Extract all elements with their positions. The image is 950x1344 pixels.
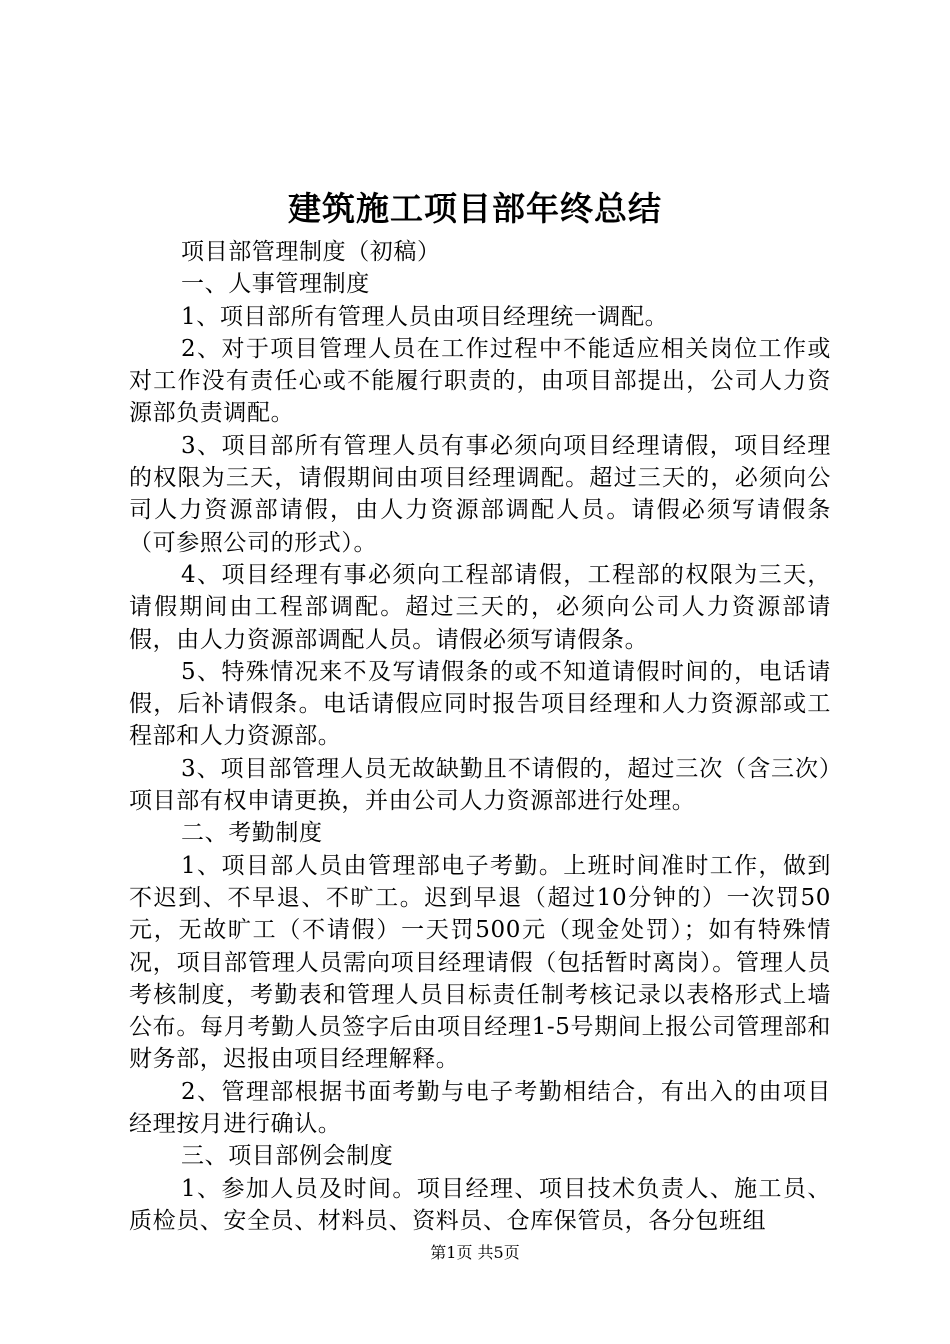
paragraph: 3、项目部管理人员无故缺勤且不请假的，超过三次（含三次）项目部有权申请更换，并由公司人力资源部进行处理。 bbox=[129, 755, 831, 815]
document-body bbox=[129, 236, 831, 1237]
paragraph: 1、参加人员及时间。项目经理、项目技术负责人、施工员、质检员、安全员、材料员、资料员、仓库保管员，各分包班组 bbox=[129, 1175, 831, 1234]
paragraph: 项目部管理制度（初稿） bbox=[181, 239, 441, 265]
document-title: 建筑施工项目部年终总结 bbox=[288, 189, 662, 228]
section-heading: 三、项目部例会制度 bbox=[181, 1143, 394, 1170]
paragraph: 3、项目部所有管理人员有事必须向项目经理请假，项目经理的权限为三天，请假期间由项目经理调配。超过三天的，必须向公司人力资源部请假，由人力资源部调配人员。请假必须写请假条（可参照公司的形式）。 bbox=[129, 432, 831, 556]
paragraph: 4、项目经理有事必须向工程部请假，工程部的权限为三天，请假期间由工程部调配。超过三天的，必须向公司人力资源部请假，由人力资源部调配人员。请假必须写请假条。 bbox=[129, 561, 831, 653]
paragraph: 1、项目部人员由管理部电子考勤。上班时间准时工作，做到不迟到、不早退、不旷工。迟到早退（超过10分钟的）一次罚50元，无故旷工（不请假）一天罚500元（现金处罚）；如有特殊情况，项目部管理人员需向项目经理请假（包括暂时离岗）。管理人员考核制度，考勤表和管理人员目标责任制考核记录以表格形式上墙公布。每月考勤人员签字后由项目经理1-5号期间上报公司管理部和财务部，迟报由项目经理解释。 bbox=[129, 852, 831, 1073]
section-heading: 二、考勤制度 bbox=[181, 820, 323, 847]
page-number-footer: 第1页 共5页 bbox=[430, 1243, 520, 1262]
section-heading: 一、人事管理制度 bbox=[181, 271, 370, 298]
paragraph: 2、管理部根据书面考勤与电子考勤相结合，有出入的由项目经理按月进行确认。 bbox=[129, 1078, 831, 1138]
paragraph: 1、项目部所有管理人员由项目经理统一调配。 bbox=[181, 303, 669, 330]
paragraph: 5、特殊情况来不及写请假条的或不知道请假时间的，电话请假，后补请假条。电话请假应同时报告项目经理和人力资源部或工程部和人力资源部。 bbox=[129, 658, 831, 750]
paragraph: 2、对于项目管理人员在工作过程中不能适应相关岗位工作或对工作没有责任心或不能履行职责的，由项目部提出，公司人力资源部负责调配。 bbox=[129, 335, 831, 427]
